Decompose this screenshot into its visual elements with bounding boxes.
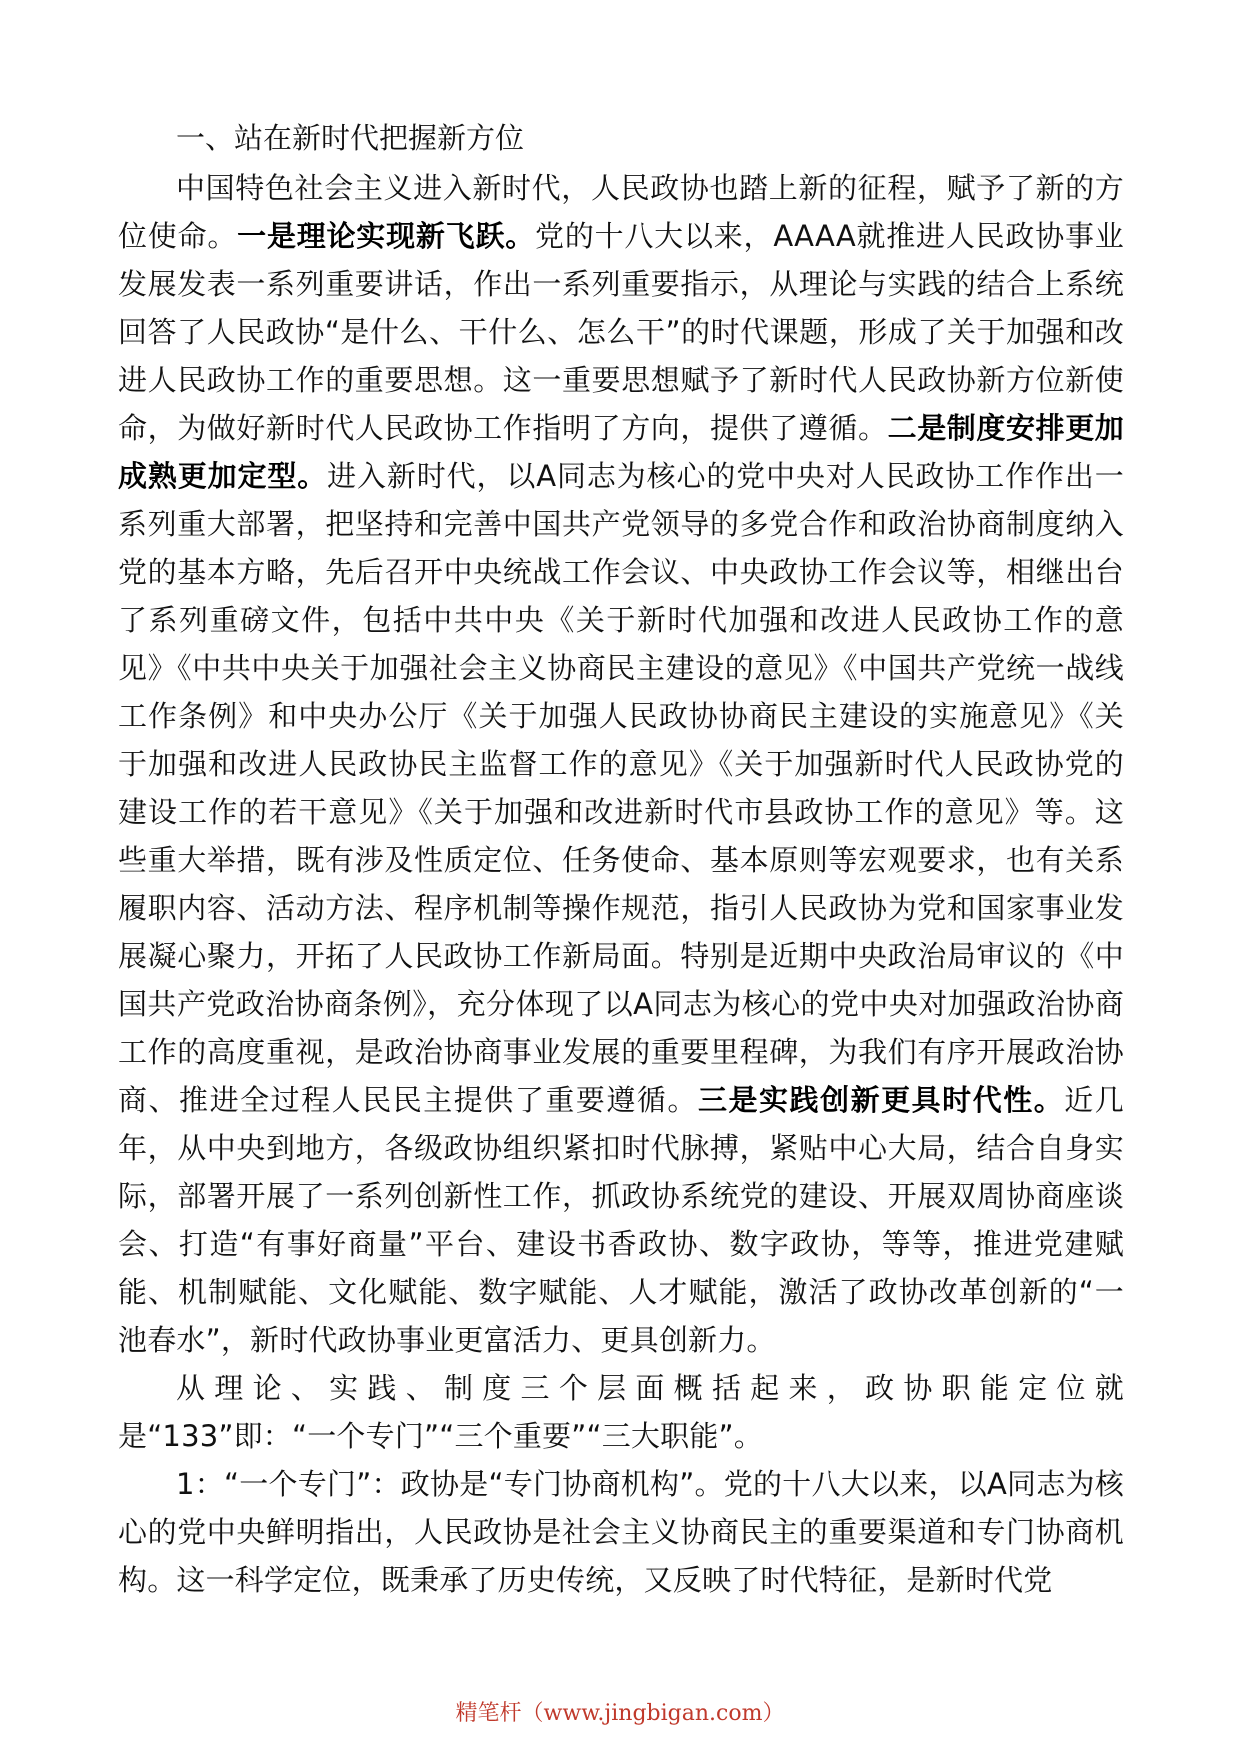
text-run: 1：“一个专门”：政协是“专门协商机构”。党的十八大以来，以A同志为核心的党中央鲜明指出，人民政协是社会主义协商民主的重要渠道和专门协商机构。这一科学定位，既秉承了历史传统，又反映了时代特征，是新时代党 bbox=[118, 1467, 1124, 1597]
document-body bbox=[118, 114, 1124, 1604]
paragraph bbox=[118, 1460, 1124, 1604]
bold-phrase: 三是实践创新更具时代性。 bbox=[697, 1083, 1065, 1117]
text-run: 近几年，从中央到地方，各级政协组织紧扣时代脉搏，紧贴中心大局，结合自身实际，部署开展了一系列创新性工作，抓政协系统党的建设、开展双周协商座谈会、打造“有事好商量”平台、建设书香政协、数字政协，等等，推进党建赋能、机制赋能、文化赋能、数字赋能、人才赋能，激活了政协改革创新的“一池春水”，新时代政协事业更富活力、更具创新力。 bbox=[118, 1083, 1124, 1357]
text-run: 从理论、实践、制度三个层面概括起来，政协职能定位就是“133”即：“一个专门”“三个重要”“三大职能”。 bbox=[118, 1371, 1124, 1453]
text-run: 进入新时代，以A同志为核心的党中央对人民政协工作作出一系列重大部署，把坚持和完善中国共产党领导的多党合作和政治协商制度纳入党的基本方略，先后召开中央统战工作会议、中央政协工作会议等，相继出台了系列重磅文件，包括中共中央《关于新时代加强和改进人民政协工作的意见》《中共中央关于加强社会主义协商民主建设的意见》《中国共产党统一战线工作条例》和中央办公厅《关于加强人民政协协商民主建设的实施意见》《关于加强和改进人民政协民主监督工作的意见》《关于加强新时代人民政协党的建设工作的若干意见》《关于加强和改进新时代市县政协工作的意见》等。这些重大举措，既有涉及性质定位、任务使命、基本原则等宏观要求，也有关系履职内容、活动方法、程序机制等操作规范，指引人民政协为党和国家事业发展凝心聚力，开拓了人民政协工作新局面。特别是近期中央政治局审议的《中国共产党政治协商条例》，充分体现了以A同志为核心的党中央对加强政治协商工作的高度重视，是政治协商事业发展的重要里程碑，为我们有序开展政治协商、推进全过程人民民主提供了重要遵循。 bbox=[118, 459, 1124, 1117]
text-run: 中国特色社会主义进入新时代，人民政协也踏上新的征程，赋予了新的方位使命。 bbox=[118, 171, 1124, 253]
section-heading: 一、站在新时代把握新方位 bbox=[176, 121, 525, 155]
bold-phrase: 一是理论实现新飞跃。 bbox=[237, 219, 536, 253]
footer-watermark: 精笔杆（www.jingbigan.com） bbox=[455, 1701, 785, 1726]
bold-phrase: 二是制度安排更加成熟更加定型。 bbox=[118, 411, 1124, 493]
paragraph bbox=[118, 164, 1124, 1364]
paragraph-container bbox=[118, 164, 1124, 1604]
paragraph bbox=[118, 1364, 1124, 1460]
text-run: 党的十八大以来，AAAA就推进人民政协事业发展发表一系列重要讲话，作出一系列重要指示，从理论与实践的结合上系统回答了人民政协“是什么、干什么、怎么干”的时代课题，形成了关于加强和改进人民政协工作的重要思想。这一重要思想赋予了新时代人民政协新方位新使命，为做好新时代人民政协工作指明了方向，提供了遵循。 bbox=[118, 219, 1124, 445]
